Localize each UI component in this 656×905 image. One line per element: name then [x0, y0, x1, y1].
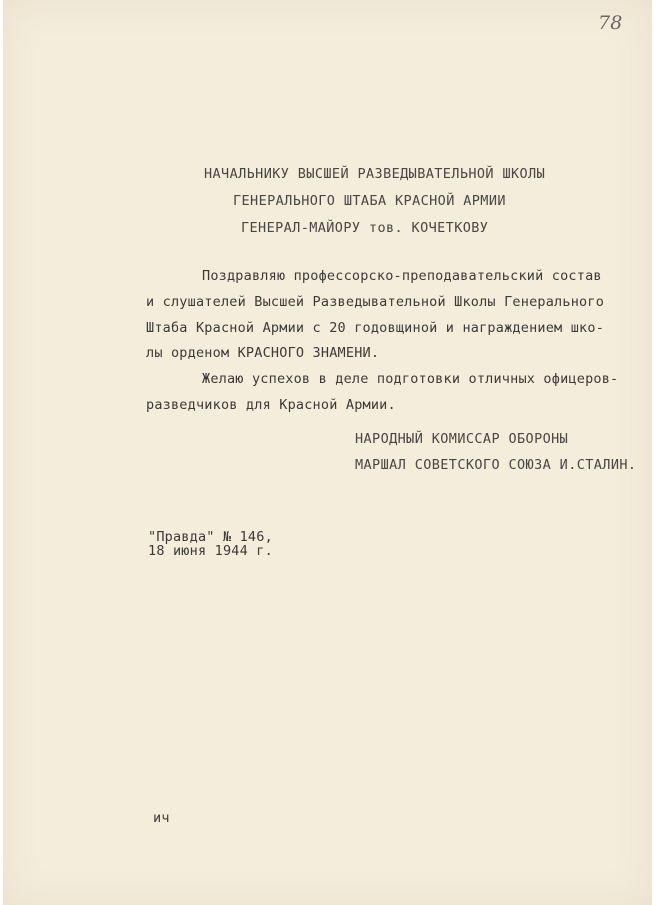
source-date: 18 июня 1944 г.	[148, 543, 273, 559]
addressee-line-1: НАЧАЛЬНИКУ ВЫСШЕЙ РАЗВЕДЫВАТЕЛЬНОЙ ШКОЛЫ	[204, 166, 546, 182]
body-paragraph-2-line-1: Желаю успехов в деле подготовки отличных офицеров-	[202, 371, 619, 387]
signature-name: МАРШАЛ СОВЕТСКОГО СОЮЗА И.СТАЛИН.	[355, 457, 637, 473]
document-page	[3, 0, 652, 905]
body-paragraph-1-line-2: и слушателей Высшей Разведывательной Школы Генерального	[146, 294, 605, 310]
handwritten-page-number: 78	[598, 12, 623, 34]
source-publication: "Правда" № 146,	[148, 529, 273, 545]
signature-title: НАРОДНЫЙ КОМИССАР ОБОРОНЫ	[355, 431, 569, 447]
body-paragraph-1-line-1: Поздравляю профессорско-преподавательский состав	[202, 268, 602, 284]
body-paragraph-1-line-3: Штаба Красной Армии с 20 годовщиной и награждением шко-	[146, 320, 605, 336]
typist-initials: ич	[153, 810, 170, 826]
addressee-line-3: ГЕНЕРАЛ-МАЙОРУ тов. КОЧЕТКОВУ	[241, 220, 489, 236]
body-paragraph-2-line-2: разведчиков для Красной Армии.	[146, 397, 396, 413]
body-paragraph-1-line-4: лы орденом КРАСНОГО ЗНАМЕНИ.	[146, 345, 380, 361]
addressee-line-2: ГЕНЕРАЛЬНОГО ШТАБА КРАСНОЙ АРМИИ	[233, 193, 506, 209]
